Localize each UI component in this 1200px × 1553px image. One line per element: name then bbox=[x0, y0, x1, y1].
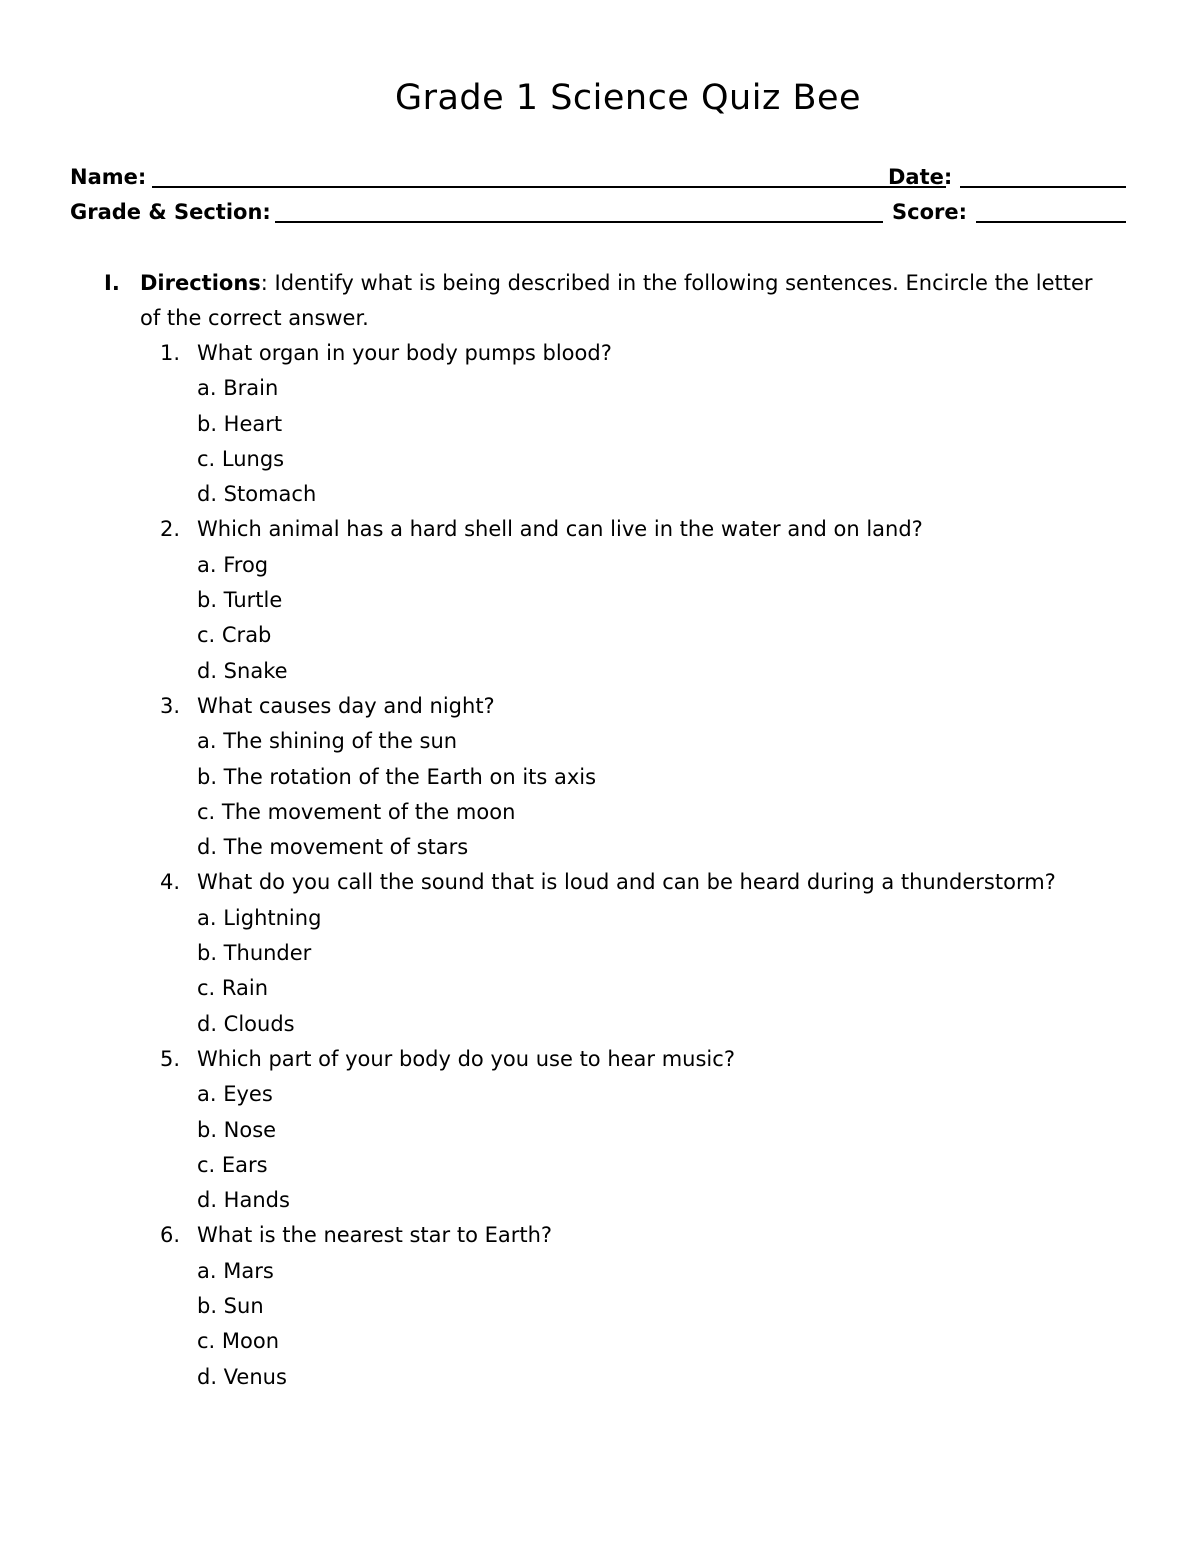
question-item bbox=[104, 336, 1104, 512]
question-number: 3. bbox=[160, 693, 181, 718]
answer-option[interactable]: c. Crab bbox=[197, 623, 272, 648]
directions-label: Directions bbox=[140, 271, 261, 295]
answer-option[interactable]: b. Turtle bbox=[197, 588, 283, 613]
quiz-section bbox=[104, 266, 1104, 1395]
answer-option[interactable]: a. Mars bbox=[197, 1258, 274, 1283]
question-number: 2. bbox=[160, 517, 181, 542]
name-label: Name: bbox=[70, 165, 147, 189]
answer-option[interactable]: c. Ears bbox=[197, 1152, 268, 1177]
answer-option[interactable]: a. The shining of the sun bbox=[197, 729, 458, 754]
question-text: Which animal has a hard shell and can live in the water and on land? bbox=[197, 517, 923, 542]
directions bbox=[140, 266, 1104, 336]
question-item bbox=[104, 865, 1104, 1041]
answer-option[interactable]: d. Hands bbox=[197, 1188, 290, 1213]
question-text: What organ in your body pumps blood? bbox=[197, 341, 612, 365]
score-label: Score: bbox=[892, 200, 967, 224]
question-number: 6. bbox=[160, 1223, 181, 1248]
question-item bbox=[104, 1218, 1104, 1394]
question-list bbox=[104, 336, 1104, 1395]
grade-section-label: Grade & Section: bbox=[70, 200, 271, 224]
answer-option[interactable]: c. The movement of the moon bbox=[197, 799, 516, 824]
answer-option[interactable]: a. Brain bbox=[197, 376, 279, 401]
name-field[interactable] bbox=[152, 186, 946, 188]
question-number: 1. bbox=[160, 341, 181, 365]
answer-option[interactable]: d. Snake bbox=[197, 658, 288, 683]
score-field[interactable] bbox=[976, 221, 1126, 223]
answer-option[interactable]: b. Thunder bbox=[197, 941, 312, 966]
grade-score-row bbox=[70, 197, 1130, 227]
question-text: What do you call the sound that is loud and can be heard during a thunderstorm? bbox=[197, 870, 1056, 895]
name-date-row bbox=[70, 162, 1130, 192]
answer-option[interactable]: d. Venus bbox=[197, 1364, 287, 1389]
question-number: 4. bbox=[160, 870, 181, 895]
grade-section-field[interactable] bbox=[275, 221, 883, 223]
question-text: What causes day and night? bbox=[197, 693, 495, 718]
question-item bbox=[104, 689, 1104, 865]
question-text: Which part of your body do you use to hear music? bbox=[197, 1046, 735, 1071]
answer-option[interactable]: a. Lightning bbox=[197, 905, 322, 930]
answer-option[interactable]: d. The movement of stars bbox=[197, 835, 469, 860]
answer-option[interactable]: b. The rotation of the Earth on its axis bbox=[197, 764, 597, 789]
answer-option[interactable]: c. Rain bbox=[197, 976, 269, 1001]
directions-text: : Identify what is being described in the following sentences. Encircle the letter of the correct answer. bbox=[140, 271, 1093, 330]
section-numeral: I. bbox=[104, 271, 120, 295]
answer-option[interactable]: b. Sun bbox=[197, 1294, 264, 1319]
question-number: 5. bbox=[160, 1046, 181, 1071]
question-text: What is the nearest star to Earth? bbox=[197, 1223, 553, 1248]
question-item bbox=[104, 512, 1104, 688]
question-item bbox=[104, 1042, 1104, 1218]
answer-option[interactable]: c. Lungs bbox=[197, 446, 285, 471]
answer-option[interactable]: c. Moon bbox=[197, 1329, 280, 1354]
answer-option[interactable]: d. Stomach bbox=[197, 482, 317, 507]
date-field[interactable] bbox=[960, 186, 1126, 188]
answer-option[interactable]: b. Heart bbox=[197, 411, 283, 436]
date-label: Date: bbox=[888, 165, 953, 189]
page-title: Grade 1 Science Quiz Bee bbox=[394, 78, 862, 118]
answer-option[interactable]: d. Clouds bbox=[197, 1011, 295, 1036]
answer-option[interactable]: a. Eyes bbox=[197, 1082, 273, 1107]
answer-option[interactable]: a. Frog bbox=[197, 552, 269, 577]
answer-option[interactable]: b. Nose bbox=[197, 1117, 277, 1142]
